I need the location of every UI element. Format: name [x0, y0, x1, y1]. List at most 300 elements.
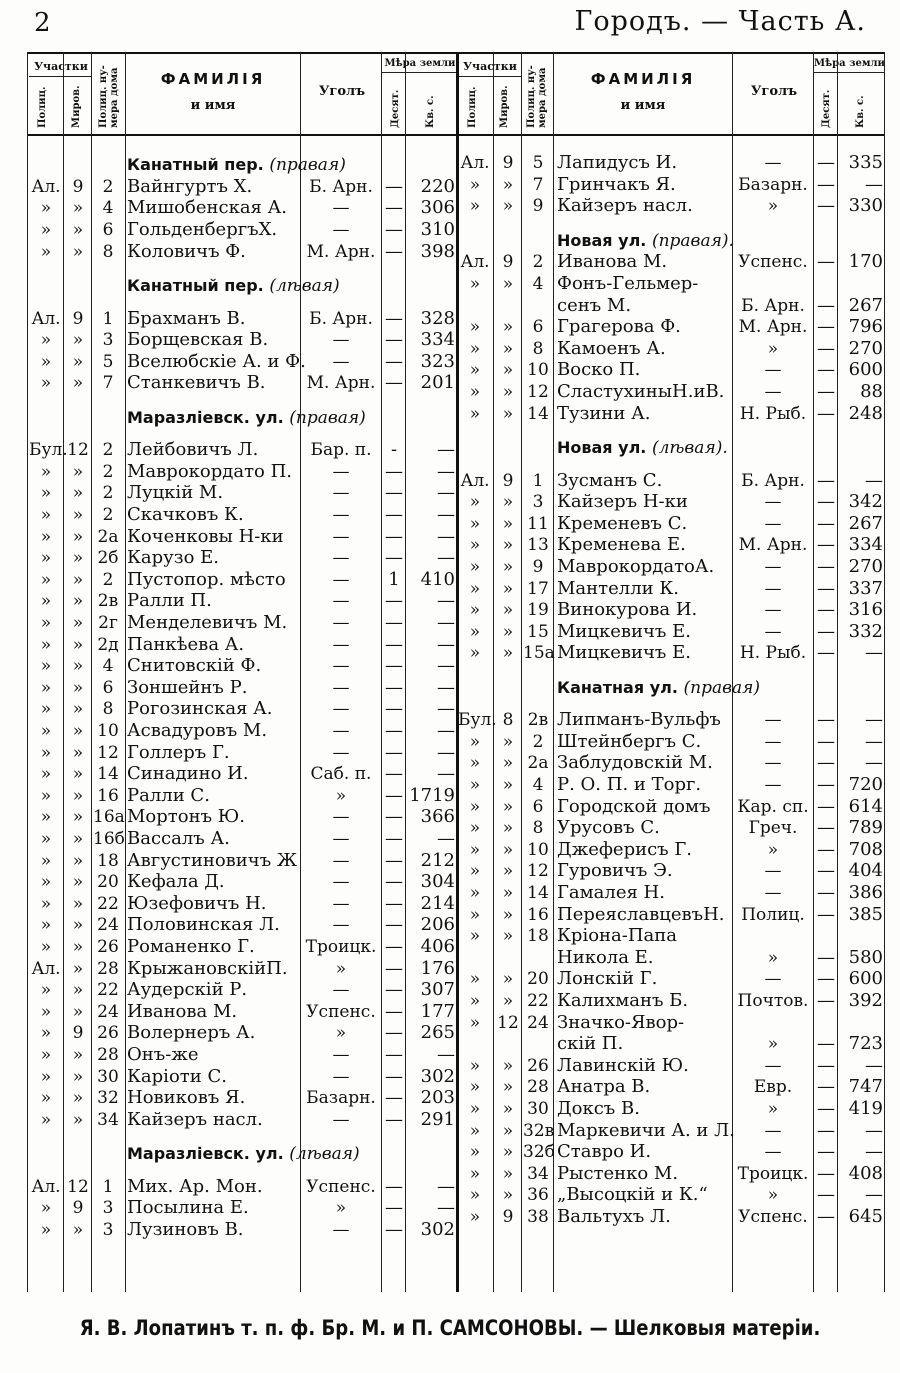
corner-cell: —: [332, 721, 350, 742]
house-number-cell: 13: [527, 535, 549, 556]
magistrate-cell: »: [502, 643, 514, 664]
owner-name-cell: Зоншейнъ Р.: [127, 676, 248, 698]
district-cell: »: [469, 796, 481, 817]
header-dom-right: Полиц. ну-мера дома: [526, 65, 548, 128]
house-number-cell: 18: [527, 926, 549, 947]
magistrate-cell: »: [502, 621, 514, 642]
magistrate-cell: »: [502, 403, 514, 424]
district-cell: »: [40, 937, 52, 958]
square-sazhen-cell: 304: [420, 871, 455, 893]
magistrate-cell: »: [72, 1066, 84, 1087]
corner-cell: —: [332, 1066, 350, 1087]
desyatina-cell: —: [817, 990, 835, 1012]
house-number-cell: 30: [527, 1099, 549, 1120]
magistrate-cell: »: [72, 937, 84, 958]
square-sazhen-cell: —: [437, 525, 455, 547]
owner-name-cell: Гуровичъ Э.: [557, 860, 673, 882]
corner-cell: »: [335, 785, 347, 806]
district-cell: Ал.: [31, 308, 61, 329]
corner-cell: »: [767, 338, 779, 359]
header-i-imya: и имя: [190, 98, 236, 113]
district-cell: »: [40, 1066, 52, 1087]
corner-cell: —: [332, 591, 350, 612]
desyatina-cell: —: [817, 402, 835, 424]
district-cell: »: [469, 338, 481, 359]
desyatina-cell: —: [817, 577, 835, 599]
owner-name-cell: Новиковъ Я.: [127, 1087, 246, 1109]
district-cell: »: [469, 403, 481, 424]
table-row: [27, 1055, 885, 1077]
owner-name-cell: Вассалъ А.: [127, 828, 230, 850]
magistrate-cell: »: [502, 1142, 514, 1163]
owner-name-cell: Заблудовскій М.: [557, 752, 713, 774]
magistrate-cell: »: [72, 893, 84, 914]
corner-cell: М. Арн.: [738, 317, 808, 338]
corner-cell: —: [332, 1109, 350, 1130]
owner-name-cell: Вселюбскіе А. и Ф.: [127, 350, 306, 372]
header-kv-right: Кв. с.: [855, 95, 866, 128]
house-number-cell: 2б: [97, 548, 119, 569]
district-cell: »: [40, 980, 52, 1001]
square-sazhen-cell: 248: [848, 402, 883, 424]
desyatina-cell: —: [817, 294, 835, 316]
owner-name-cell: Коловичъ Ф.: [127, 240, 246, 262]
owner-name-cell: ПереяславцевъН.: [557, 903, 725, 925]
desyatina-cell: —: [385, 218, 403, 240]
owner-name-cell: Мишобенская А.: [127, 197, 287, 219]
table-row: [27, 947, 885, 969]
desyatina-cell: —: [817, 1141, 835, 1163]
district-cell: »: [469, 535, 481, 556]
table-row: [27, 1120, 885, 1142]
corner-cell: Б. Арн.: [741, 470, 805, 491]
square-sazhen-cell: 410: [420, 568, 455, 590]
owner-name-cell: Вальтухъ Л.: [557, 1206, 671, 1228]
header-mera-right: Мѣра земли: [814, 58, 885, 69]
desyatina-cell: —: [385, 612, 403, 634]
table-row: [27, 925, 885, 947]
owner-name-cell: Рогозинская А.: [127, 698, 273, 720]
desyatina-cell: —: [817, 642, 835, 664]
owner-name-cell: Аудерскій Р.: [127, 979, 248, 1001]
corner-cell: Почтов.: [737, 991, 809, 1012]
house-number-cell: 1: [532, 470, 544, 491]
district-cell: »: [40, 1088, 52, 1109]
owner-name-cell: Лапидусъ И.: [557, 152, 678, 173]
owner-name-cell: КрыжановскійП.: [127, 957, 288, 979]
square-sazhen-cell: 392: [848, 990, 883, 1012]
owner-name-cell: Лузиновъ В.: [127, 1219, 244, 1241]
desyatina-cell: —: [817, 1076, 835, 1098]
table-row: [27, 403, 885, 425]
desyatina-cell: —: [817, 1119, 835, 1141]
corner-cell: —: [332, 850, 350, 871]
header-polits: Полиц.: [37, 86, 48, 128]
owner-name-cell: Липманъ-Вульфъ: [557, 709, 721, 731]
house-number-cell: 19: [527, 600, 549, 621]
table-row: [27, 381, 885, 403]
square-sazhen-cell: 720: [848, 774, 883, 796]
house-number-cell: 10: [97, 721, 119, 742]
table-row: [27, 1076, 885, 1098]
owner-name-cell: Ралли П.: [127, 590, 212, 612]
house-number-cell: 34: [527, 1163, 549, 1184]
square-sazhen-cell: —: [865, 709, 883, 731]
owner-name-cell: „Высоцкій и К.“: [557, 1184, 708, 1206]
magistrate-cell: »: [502, 578, 514, 599]
magistrate-cell: »: [72, 742, 84, 763]
house-number-cell: 28: [527, 1077, 549, 1098]
footer-advertisement: Я. В. Лопатинъ т. п. ф. Бр. М. и П. САМСОНОВЫ. — Шелковыя матеріи.: [79, 1316, 821, 1340]
district-cell: »: [469, 273, 481, 294]
owner-name-cell: МаврокордатоА.: [557, 555, 715, 577]
district-cell: »: [469, 513, 481, 534]
magistrate-cell: »: [502, 273, 514, 294]
desyatina-cell: —: [385, 525, 403, 547]
magistrate-cell: »: [72, 373, 84, 394]
corner-cell: Успенс.: [306, 1176, 376, 1197]
table-row: [27, 470, 885, 492]
house-number-cell: 2: [532, 252, 544, 273]
corner-cell: —: [764, 578, 782, 599]
owner-name-cell: Станкевичъ В.: [127, 372, 266, 394]
desyatina-cell: —: [817, 555, 835, 577]
header-dom: Полиц. ну-мера дома: [98, 65, 120, 128]
desyatina-cell: —: [385, 784, 403, 806]
desyatina-cell: —: [817, 968, 835, 990]
table-row: [27, 1184, 885, 1206]
street-title: [557, 437, 728, 459]
district-cell: »: [40, 1198, 52, 1219]
owner-name-cell: Зусманъ С.: [557, 469, 663, 491]
desyatina-cell: —: [385, 1022, 403, 1044]
owner-name-cell: Вайнгуртъ Х.: [127, 175, 253, 197]
header-ugol: Уголъ: [318, 84, 366, 99]
table-row: [27, 882, 885, 904]
district-cell: »: [40, 505, 52, 526]
corner-cell: —: [764, 883, 782, 904]
square-sazhen-cell: —: [437, 720, 455, 742]
district-cell: »: [40, 850, 52, 871]
square-sazhen-cell: 406: [420, 936, 455, 958]
house-number-cell: 12: [97, 742, 119, 763]
corner-cell: —: [332, 569, 350, 590]
owner-name-cell: Р. О. П. и Торг.: [557, 774, 702, 796]
magistrate-cell: »: [72, 807, 84, 828]
house-number-cell: 32б: [523, 1142, 555, 1163]
corner-cell: —: [332, 198, 350, 219]
square-sazhen-cell: —: [437, 741, 455, 763]
desyatina-cell: —: [385, 175, 403, 197]
square-sazhen-cell: —: [865, 173, 883, 195]
house-number-cell: 1: [102, 1176, 114, 1197]
magistrate-cell: »: [72, 634, 84, 655]
corner-cell: —: [764, 1055, 782, 1076]
header-desyat-right: Десят.: [821, 89, 832, 128]
district-cell: »: [40, 677, 52, 698]
house-number-cell: 22: [97, 893, 119, 914]
house-number-cell: 17: [527, 578, 549, 599]
magistrate-cell: »: [502, 600, 514, 621]
corner-cell: Н. Рыб.: [739, 643, 807, 664]
district-cell: »: [469, 492, 481, 513]
desyatina-cell: —: [817, 195, 835, 217]
house-number-cell: 6: [532, 796, 544, 817]
table-row: [27, 1033, 885, 1055]
owner-name-cell: Фонъ-Гельмер-: [557, 272, 699, 294]
magistrate-cell: 9: [72, 176, 84, 197]
corner-cell: —: [764, 753, 782, 774]
house-number-cell: 3: [102, 330, 114, 351]
desyatina-cell: —: [385, 892, 403, 914]
corner-cell: —: [332, 505, 350, 526]
table-row: [27, 817, 885, 839]
district-cell: »: [469, 1055, 481, 1076]
magistrate-cell: »: [72, 505, 84, 526]
square-sazhen-cell: —: [865, 1119, 883, 1141]
magistrate-cell: »: [72, 699, 84, 720]
house-number-cell: 6: [532, 317, 544, 338]
owner-name-cell: Посылина Е.: [127, 1197, 249, 1219]
district-cell: »: [40, 656, 52, 677]
corner-cell: —: [764, 710, 782, 731]
corner-cell: —: [332, 872, 350, 893]
square-sazhen-cell: —: [437, 828, 455, 850]
owner-name-cell: Кайзеръ Н-ки: [557, 491, 688, 513]
magistrate-cell: »: [72, 1088, 84, 1109]
table-row: [27, 752, 885, 774]
house-number-cell: 2в: [97, 591, 119, 612]
house-number-cell: 16: [527, 904, 549, 925]
square-sazhen-cell: 291: [420, 1108, 455, 1130]
house-number-cell: 16а: [93, 807, 125, 828]
house-number-cell: 14: [527, 403, 549, 424]
owner-name-cell: Гринчакъ Я.: [557, 173, 676, 195]
house-number-cell: 3: [102, 1198, 114, 1219]
house-number-cell: 4: [102, 656, 114, 677]
table-row: [27, 990, 885, 1012]
corner-cell: —: [764, 381, 782, 402]
district-cell: »: [469, 904, 481, 925]
house-number-cell: 15: [527, 621, 549, 642]
street-side: (правая): [289, 407, 366, 428]
table-row: [27, 251, 885, 273]
square-sazhen-cell: —: [437, 655, 455, 677]
street-name: Маразліевск. ул.: [127, 1144, 290, 1164]
magistrate-cell: »: [72, 483, 84, 504]
desyatina-cell: —: [385, 633, 403, 655]
owner-name-cell: Калихманъ Б.: [557, 990, 689, 1012]
corner-cell: —: [332, 219, 350, 240]
desyatina-cell: 1: [388, 568, 400, 590]
desyatina-cell: —: [385, 1044, 403, 1066]
district-cell: »: [40, 483, 52, 504]
district-cell: »: [469, 600, 481, 621]
district-cell: »: [40, 569, 52, 590]
owner-name-cell: Менделевичъ М.: [127, 612, 288, 634]
desyatina-cell: —: [817, 512, 835, 534]
street-name: Канатный пер.: [127, 155, 270, 174]
magistrate-cell: »: [502, 969, 514, 990]
house-number-cell: 2г: [98, 613, 118, 634]
square-sazhen-cell: 176: [420, 957, 455, 979]
desyatina-cell: —: [385, 655, 403, 677]
corner-cell: Греч.: [748, 818, 798, 839]
desyatina-cell: —: [817, 817, 835, 839]
header-kv: Кв. с.: [425, 95, 436, 128]
street-name: Маразліевск. ул.: [127, 407, 290, 427]
corner-cell: Троицк.: [305, 937, 377, 958]
desyatina-cell: —: [385, 1219, 403, 1241]
magistrate-cell: »: [502, 492, 514, 513]
owner-name-cell: СластухиныН.иВ.: [557, 380, 725, 402]
district-cell: »: [469, 578, 481, 599]
street-side: (лѣвая): [269, 275, 340, 296]
square-sazhen-cell: 614: [848, 795, 883, 817]
corner-cell: —: [332, 634, 350, 655]
square-sazhen-cell: —: [865, 1141, 883, 1163]
square-sazhen-cell: 1719: [409, 784, 455, 806]
corner-cell: —: [332, 613, 350, 634]
magistrate-cell: »: [72, 677, 84, 698]
corner-cell: —: [332, 656, 350, 677]
district-cell: »: [40, 1023, 52, 1044]
owner-name-cell: Урусовъ С.: [557, 817, 660, 839]
corner-cell: —: [332, 829, 350, 850]
owner-name-cell: Асвадуровъ М.: [127, 720, 268, 742]
house-number-cell: 2: [102, 483, 114, 504]
square-sazhen-cell: —: [437, 612, 455, 634]
corner-cell: —: [764, 492, 782, 513]
square-sazhen-cell: —: [865, 752, 883, 774]
square-sazhen-cell: —: [437, 1175, 455, 1197]
magistrate-cell: »: [72, 1001, 84, 1022]
owner-name-cell: Грагерова Ф.: [557, 316, 681, 338]
corner-cell: —: [764, 621, 782, 642]
desyatina-cell: —: [817, 752, 835, 774]
house-number-cell: 2а: [527, 753, 549, 774]
square-sazhen-cell: 723: [848, 1033, 883, 1055]
square-sazhen-cell: 408: [848, 1162, 883, 1184]
district-cell: »: [469, 883, 481, 904]
magistrate-cell: »: [72, 850, 84, 871]
magistrate-cell: »: [502, 338, 514, 359]
square-sazhen-cell: 177: [420, 1000, 455, 1022]
district-cell: »: [40, 915, 52, 936]
district-cell: »: [40, 219, 52, 240]
street-side: (правая): [683, 677, 761, 698]
owner-name-cell: Мих. Ар. Мон.: [127, 1175, 263, 1197]
house-number-cell: 36: [527, 1185, 549, 1206]
corner-cell: —: [332, 1220, 350, 1241]
magistrate-cell: »: [72, 764, 84, 785]
table-row: [27, 273, 885, 295]
house-number-cell: 24: [97, 915, 119, 936]
owner-name-cell: Маркевичи А. и Л.: [557, 1119, 735, 1141]
corner-cell: —: [764, 969, 782, 990]
corner-cell: »: [767, 1185, 779, 1206]
district-cell: »: [40, 1220, 52, 1241]
district-cell: »: [469, 643, 481, 664]
owner-name-cell: ГольденбергъХ.: [127, 218, 278, 240]
house-number-cell: 2в: [527, 710, 549, 731]
district-cell: »: [40, 785, 52, 806]
table-row: [27, 513, 885, 535]
district-cell: Ал.: [460, 252, 490, 273]
header-familiya-right: ФАМИЛІЯ: [590, 70, 696, 88]
district-cell: Бул.: [458, 710, 497, 731]
magistrate-cell: »: [72, 1109, 84, 1130]
house-number-cell: 9: [532, 196, 544, 217]
district-cell: »: [40, 330, 52, 351]
district-cell: »: [469, 360, 481, 381]
owner-name-cell: Маврокордато П.: [127, 460, 293, 482]
owner-name-cell: сенъ М.: [557, 294, 632, 316]
house-number-cell: 4: [102, 198, 114, 219]
desyatina-cell: —: [817, 491, 835, 513]
desyatina-cell: —: [817, 1033, 835, 1055]
desyatina-cell: —: [385, 590, 403, 612]
desyatina-cell: —: [817, 1098, 835, 1120]
district-cell: »: [469, 1099, 481, 1120]
magistrate-cell: »: [502, 360, 514, 381]
square-sazhen-cell: 212: [420, 849, 455, 871]
owner-name-cell: Доксъ В.: [557, 1098, 640, 1120]
desyatina-cell: —: [385, 240, 403, 262]
corner-cell: Б. Арн.: [741, 295, 805, 316]
magistrate-cell: »: [502, 796, 514, 817]
square-sazhen-cell: 306: [420, 197, 455, 219]
square-sazhen-cell: 600: [848, 968, 883, 990]
corner-cell: —: [332, 807, 350, 828]
district-cell: »: [469, 1012, 481, 1033]
table-row: [27, 359, 885, 381]
corner-cell: Бар. п.: [310, 440, 372, 461]
square-sazhen-cell: 201: [420, 372, 455, 394]
house-number-cell: 6: [102, 677, 114, 698]
corner-cell: »: [767, 1034, 779, 1055]
square-sazhen-cell: 265: [420, 1022, 455, 1044]
square-sazhen-cell: —: [437, 547, 455, 569]
owner-name-cell: Ралли С.: [127, 784, 210, 806]
district-cell: »: [40, 1001, 52, 1022]
corner-cell: Б. Арн.: [309, 308, 373, 329]
corner-cell: Саб. п.: [310, 764, 372, 785]
table-row: [27, 860, 885, 882]
magistrate-cell: »: [502, 1163, 514, 1184]
table-row: [27, 219, 885, 241]
table-row: [27, 1206, 885, 1228]
desyatina-cell: —: [817, 903, 835, 925]
magistrate-cell: »: [72, 526, 84, 547]
square-sazhen-cell: 267: [848, 512, 883, 534]
square-sazhen-cell: —: [865, 1054, 883, 1076]
magistrate-cell: »: [502, 1099, 514, 1120]
header-familiya: ФАМИЛІЯ: [160, 70, 266, 88]
corner-cell: Успенс.: [738, 252, 808, 273]
owner-name-cell: Гамалея Н.: [557, 882, 665, 904]
table-row: [27, 578, 885, 600]
table-row: [27, 599, 885, 621]
district-cell: »: [40, 461, 52, 482]
corner-cell: М. Арн.: [738, 535, 808, 556]
house-number-cell: 2: [102, 176, 114, 197]
desyatina-cell: —: [385, 871, 403, 893]
owner-name-cell: Карузо Е.: [127, 547, 220, 569]
house-number-cell: 8: [102, 699, 114, 720]
corner-cell: —: [764, 731, 782, 752]
magistrate-cell: »: [72, 330, 84, 351]
